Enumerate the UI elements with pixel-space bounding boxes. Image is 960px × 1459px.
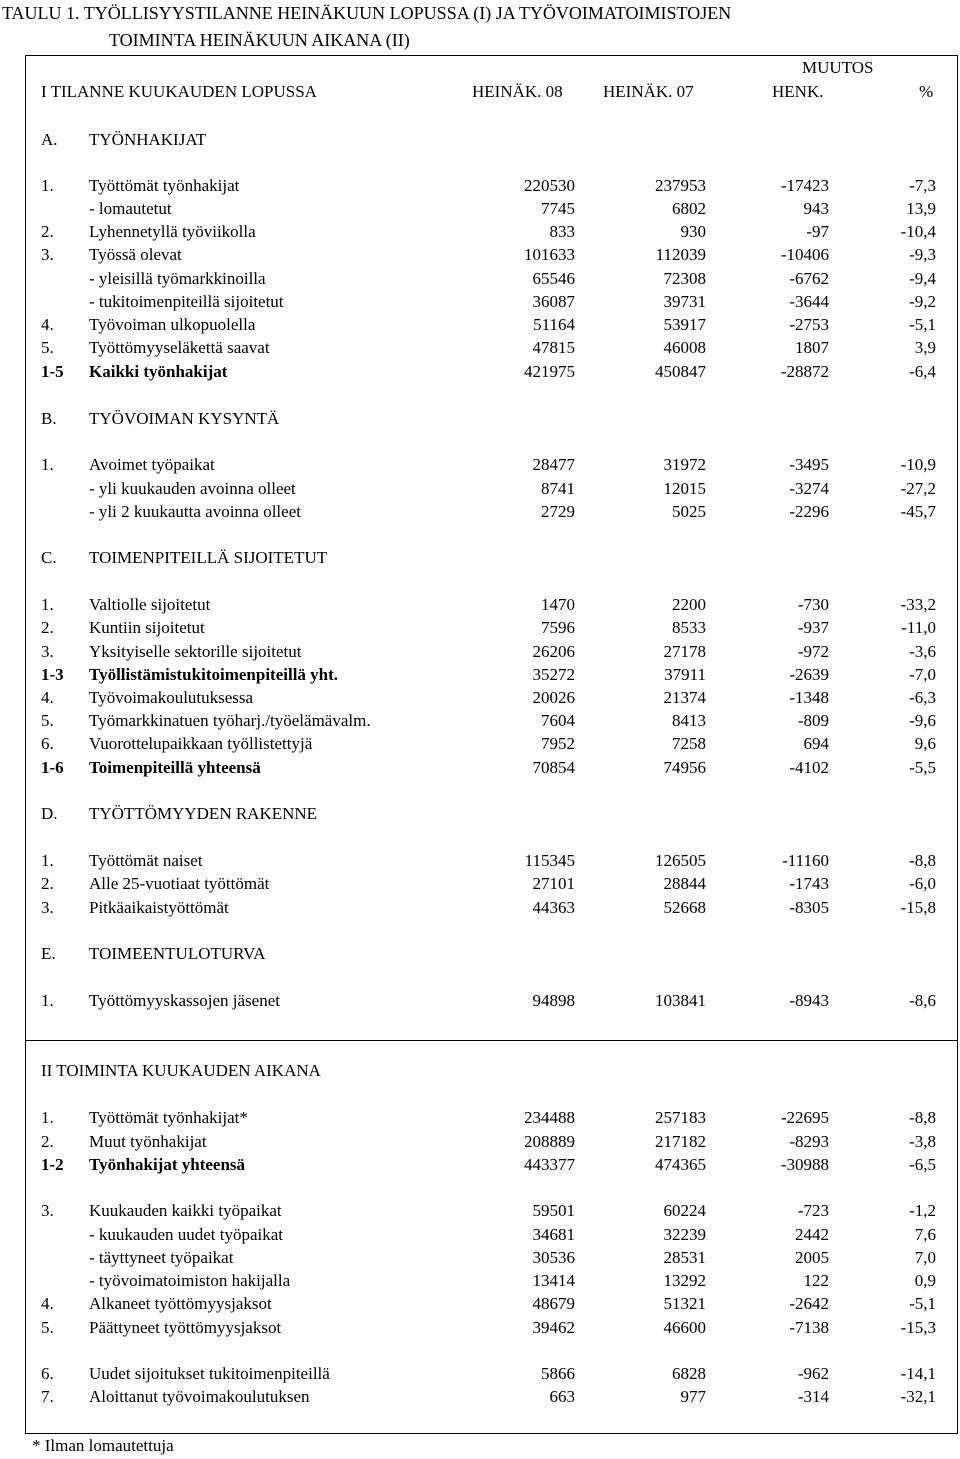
change-persons: -17423 xyxy=(780,176,829,195)
section-heading-part1: I TILANNE KUUKAUDEN LOPUSSA xyxy=(41,82,317,101)
value-previous: 21374 xyxy=(663,688,706,707)
change-percent: 0,9 xyxy=(914,1271,936,1290)
row-label: Valtiolle sijoitetut xyxy=(89,595,211,614)
value-previous: 74956 xyxy=(663,758,706,777)
change-persons: 2442 xyxy=(795,1225,829,1244)
row-code: 1. xyxy=(41,851,54,870)
section-heading xyxy=(0,408,960,430)
part-divider xyxy=(25,1040,958,1041)
value-previous: 237953 xyxy=(655,176,706,195)
value-current: 5866 xyxy=(541,1364,575,1383)
row-label: Työttömät työnhakijat* xyxy=(89,1108,248,1127)
row-label: Työvoiman ulkopuolella xyxy=(89,315,256,334)
row-label: TYÖVOIMAN KYSYNTÄ xyxy=(89,409,280,428)
value-current: 208889 xyxy=(524,1132,575,1151)
value-previous: 37911 xyxy=(664,665,706,684)
value-current: 27101 xyxy=(532,874,575,893)
value-current: 8741 xyxy=(541,479,575,498)
row-label: Avoimet työpaikat xyxy=(89,455,215,474)
row-label: Työttömät naiset xyxy=(89,851,203,870)
row-label: - kuukauden uudet työpaikat xyxy=(89,1225,284,1244)
value-current: 7596 xyxy=(541,618,575,637)
value-previous: 28844 xyxy=(663,874,706,893)
value-previous: 217182 xyxy=(655,1132,706,1151)
table-row xyxy=(0,175,960,197)
table-row xyxy=(0,1317,960,1339)
change-percent: -14,1 xyxy=(900,1364,936,1383)
change-persons: -314 xyxy=(797,1387,829,1406)
value-current: 36087 xyxy=(532,292,575,311)
change-percent: -5,1 xyxy=(909,1294,936,1313)
row-label: Uudet sijoitukset tukitoimenpiteillä xyxy=(89,1364,330,1383)
row-code: 4. xyxy=(41,315,54,334)
row-code: 2. xyxy=(41,1132,54,1151)
row-code: 3. xyxy=(41,1201,54,1220)
row-code: 1. xyxy=(41,991,54,1010)
change-percent: -10,4 xyxy=(900,222,936,241)
change-persons: -962 xyxy=(797,1364,829,1383)
value-current: 2729 xyxy=(541,502,575,521)
row-code: 3. xyxy=(41,642,54,661)
change-percent: -6,5 xyxy=(909,1155,936,1174)
row-code: 6. xyxy=(41,734,54,753)
value-previous: 53917 xyxy=(663,315,706,334)
row-label: - yli 2 kuukautta avoinna olleet xyxy=(89,502,301,521)
row-code: 6. xyxy=(41,1364,54,1383)
col-header-current: HEINÄK. 08 xyxy=(472,82,563,101)
change-percent: -5,1 xyxy=(909,315,936,334)
change-persons: -8293 xyxy=(789,1132,829,1151)
value-current: 7745 xyxy=(541,199,575,218)
change-persons: -2642 xyxy=(789,1294,829,1313)
change-percent: -6,3 xyxy=(909,688,936,707)
value-current: 20026 xyxy=(532,688,575,707)
value-previous: 31972 xyxy=(663,455,706,474)
change-persons: -22695 xyxy=(780,1108,829,1127)
value-previous: 112039 xyxy=(655,245,706,264)
change-persons: 694 xyxy=(803,734,829,753)
row-label: - työvoimatoimiston hakijalla xyxy=(89,1271,291,1290)
change-percent: -6,4 xyxy=(909,362,936,381)
change-persons: 1807 xyxy=(795,338,829,357)
row-code: 7. xyxy=(41,1387,54,1406)
change-percent: 13,9 xyxy=(906,199,936,218)
value-current: 13414 xyxy=(532,1271,575,1290)
table-row xyxy=(0,454,960,476)
change-persons: -3495 xyxy=(789,455,829,474)
change-percent: -9,2 xyxy=(909,292,936,311)
value-current: 7604 xyxy=(541,711,575,730)
table-row xyxy=(0,733,960,755)
table-row xyxy=(0,641,960,663)
change-persons: -730 xyxy=(797,595,829,614)
footnote: * Ilman lomautettuja xyxy=(32,1436,174,1455)
row-label: Työnhakijat yhteensä xyxy=(89,1155,246,1174)
row-label: Työssä olevat xyxy=(89,245,182,264)
row-code: 5. xyxy=(41,711,54,730)
row-label: - lomautetut xyxy=(89,199,172,218)
table-row xyxy=(0,1270,960,1292)
row-code: E. xyxy=(41,944,56,963)
row-code: 1-5 xyxy=(41,362,64,381)
row-code: 5. xyxy=(41,1318,54,1337)
change-percent: -8,8 xyxy=(909,851,936,870)
value-current: 39462 xyxy=(532,1318,575,1337)
change-percent: -9,6 xyxy=(909,711,936,730)
row-label: Pitkäaikaistyöttömät xyxy=(89,898,229,917)
change-persons: -97 xyxy=(806,222,829,241)
change-percent: -6,0 xyxy=(909,874,936,893)
change-percent: -8,8 xyxy=(909,1108,936,1127)
value-current: 51164 xyxy=(533,315,575,334)
value-current: 70854 xyxy=(532,758,575,777)
row-label: Yksityiselle sektorille sijoitetut xyxy=(89,642,302,661)
title-line-1: TAULU 1. TYÖLLISYYSTILANNE HEINÄKUUN LOPUSSA (I) JA TYÖVOIMATOIMISTOJEN xyxy=(2,3,732,23)
value-previous: 930 xyxy=(680,222,706,241)
row-label: Työttömyyseläkettä saavat xyxy=(89,338,270,357)
change-persons: -2296 xyxy=(789,502,829,521)
table-row xyxy=(0,1293,960,1315)
value-current: 443377 xyxy=(524,1155,575,1174)
col-header-henk: HENK. xyxy=(772,82,824,101)
value-previous: 7258 xyxy=(672,734,706,753)
change-percent: -32,1 xyxy=(900,1387,936,1406)
value-current: 101633 xyxy=(524,245,575,264)
value-previous: 257183 xyxy=(655,1108,706,1127)
value-current: 26206 xyxy=(532,642,575,661)
change-persons: -3274 xyxy=(789,479,829,498)
value-current: 44363 xyxy=(532,898,575,917)
change-persons: -723 xyxy=(797,1201,829,1220)
row-code: A. xyxy=(41,130,58,149)
table-row xyxy=(0,221,960,243)
value-current: 7952 xyxy=(541,734,575,753)
change-percent: -1,2 xyxy=(909,1201,936,1220)
row-label: Aloittanut työvoimakoulutuksen xyxy=(89,1387,310,1406)
change-percent: -7,3 xyxy=(909,176,936,195)
row-label: Työvoimakoulutuksessa xyxy=(89,688,254,707)
title-line-2: TOIMINTA HEINÄKUUN AIKANA (II) xyxy=(109,30,410,50)
change-persons: -3644 xyxy=(789,292,829,311)
change-persons: -6762 xyxy=(789,269,829,288)
table-row xyxy=(0,710,960,732)
change-percent: 3,9 xyxy=(914,338,936,357)
table-row xyxy=(0,337,960,359)
section-heading xyxy=(0,803,960,825)
row-label: - yli kuukauden avoinna olleet xyxy=(89,479,296,498)
change-percent: 7,0 xyxy=(914,1248,936,1267)
change-percent: -7,0 xyxy=(909,665,936,684)
table-row xyxy=(0,1107,960,1129)
value-previous: 450847 xyxy=(655,362,706,381)
value-previous: 103841 xyxy=(655,991,706,1010)
change-persons: -11160 xyxy=(782,851,829,870)
value-current: 28477 xyxy=(532,455,575,474)
section-heading-part2: II TOIMINTA KUUKAUDEN AIKANA xyxy=(41,1061,321,1080)
table-row xyxy=(0,268,960,290)
value-previous: 5025 xyxy=(672,502,706,521)
value-current: 234488 xyxy=(524,1108,575,1127)
value-previous: 60224 xyxy=(663,1201,706,1220)
change-percent: -9,3 xyxy=(909,245,936,264)
value-current: 220530 xyxy=(524,176,575,195)
value-previous: 6828 xyxy=(672,1364,706,1383)
table-row xyxy=(0,897,960,919)
row-code: 3. xyxy=(41,245,54,264)
table-row xyxy=(0,244,960,266)
change-percent: -10,9 xyxy=(900,455,936,474)
table-row xyxy=(0,873,960,895)
value-current: 421975 xyxy=(524,362,575,381)
value-current: 35272 xyxy=(532,665,575,684)
value-current: 663 xyxy=(549,1387,575,1406)
row-label: Kuntiin sijoitetut xyxy=(89,618,205,637)
change-percent: -45,7 xyxy=(900,502,936,521)
row-code: B. xyxy=(41,409,57,428)
row-label: - täyttyneet työpaikat xyxy=(89,1248,234,1267)
value-current: 47815 xyxy=(532,338,575,357)
row-code: 1. xyxy=(41,176,54,195)
row-label: TOIMEENTULOTURVA xyxy=(89,944,266,963)
value-current: 59501 xyxy=(532,1201,575,1220)
table-row xyxy=(0,1200,960,1222)
change-percent: 7,6 xyxy=(914,1225,936,1244)
change-percent: -15,3 xyxy=(900,1318,936,1337)
total-row xyxy=(0,1154,960,1176)
col-header-previous: HEINÄK. 07 xyxy=(603,82,694,101)
value-previous: 39731 xyxy=(663,292,706,311)
value-previous: 13292 xyxy=(663,1271,706,1290)
table-row xyxy=(0,1247,960,1269)
value-current: 48679 xyxy=(532,1294,575,1313)
change-persons: -10406 xyxy=(780,245,829,264)
change-percent: -3,8 xyxy=(909,1132,936,1151)
change-percent: -8,6 xyxy=(909,991,936,1010)
row-code: 4. xyxy=(41,1294,54,1313)
value-previous: 52668 xyxy=(663,898,706,917)
change-persons: -8305 xyxy=(789,898,829,917)
table-row xyxy=(0,687,960,709)
row-code: 2. xyxy=(41,618,54,637)
table-row xyxy=(0,198,960,220)
row-label: - tukitoimenpiteillä sijoitetut xyxy=(89,292,284,311)
row-code: D. xyxy=(41,804,58,823)
row-label: - yleisillä työmarkkinoilla xyxy=(89,269,266,288)
total-row xyxy=(0,757,960,779)
table-row xyxy=(0,594,960,616)
table-row xyxy=(0,1363,960,1385)
change-percent: -15,8 xyxy=(900,898,936,917)
change-percent: -27,2 xyxy=(900,479,936,498)
row-code: 3. xyxy=(41,898,54,917)
value-previous: 126505 xyxy=(655,851,706,870)
change-percent: -33,2 xyxy=(900,595,936,614)
row-label: Työllistämistukitoimenpiteillä yht. xyxy=(89,665,339,684)
table-row xyxy=(0,478,960,500)
section-heading xyxy=(0,547,960,569)
change-percent: -5,5 xyxy=(909,758,936,777)
row-label: Kaikki työnhakijat xyxy=(89,362,228,381)
value-current: 65546 xyxy=(532,269,575,288)
row-code: 1. xyxy=(41,455,54,474)
total-row xyxy=(0,361,960,383)
change-persons: -1743 xyxy=(789,874,829,893)
table-row xyxy=(0,1224,960,1246)
change-percent: -3,6 xyxy=(909,642,936,661)
change-persons: 2005 xyxy=(795,1248,829,1267)
row-label: Vuorottelupaikkaan työllistettyjä xyxy=(89,734,313,753)
change-persons: -1348 xyxy=(789,688,829,707)
change-persons: -8943 xyxy=(789,991,829,1010)
change-persons: -30988 xyxy=(780,1155,829,1174)
change-percent: -9,4 xyxy=(909,269,936,288)
value-previous: 72308 xyxy=(663,269,706,288)
value-current: 34681 xyxy=(532,1225,575,1244)
table-row xyxy=(0,291,960,313)
change-persons: -2639 xyxy=(789,665,829,684)
value-previous: 12015 xyxy=(663,479,706,498)
row-label: Päättyneet työttömyysjaksot xyxy=(89,1318,282,1337)
row-code: 4. xyxy=(41,688,54,707)
table-row xyxy=(0,850,960,872)
value-previous: 977 xyxy=(680,1387,706,1406)
change-percent: 9,6 xyxy=(914,734,936,753)
section-heading xyxy=(0,129,960,151)
value-current: 115345 xyxy=(524,851,575,870)
row-label: Kuukauden kaikki työpaikat xyxy=(89,1201,282,1220)
row-code: 1. xyxy=(41,595,54,614)
row-code: 2. xyxy=(41,222,54,241)
value-current: 30536 xyxy=(532,1248,575,1267)
change-persons: -28872 xyxy=(780,362,829,381)
table-row xyxy=(0,501,960,523)
value-previous: 27178 xyxy=(663,642,706,661)
row-label: TYÖTTÖMYYDEN RAKENNE xyxy=(89,804,318,823)
value-previous: 46008 xyxy=(663,338,706,357)
value-current: 94898 xyxy=(532,991,575,1010)
value-previous: 46600 xyxy=(663,1318,706,1337)
row-label: Alle 25-vuotiaat työttömät xyxy=(89,874,270,893)
col-header-percent: % xyxy=(919,82,934,101)
change-persons: -937 xyxy=(797,618,829,637)
row-label: TYÖNHAKIJAT xyxy=(89,130,207,149)
row-code: 1-6 xyxy=(41,758,64,777)
col-header-muutos: MUUTOS xyxy=(802,58,874,77)
row-label: Työmarkkinatuen työharj./työelämävalm. xyxy=(89,711,371,730)
value-previous: 474365 xyxy=(655,1155,706,1174)
row-label: Toimenpiteillä yhteensä xyxy=(89,758,261,777)
table-row xyxy=(0,1131,960,1153)
row-code: 5. xyxy=(41,338,54,357)
change-persons: -7138 xyxy=(789,1318,829,1337)
row-code: 1-3 xyxy=(41,665,64,684)
change-persons: 122 xyxy=(803,1271,829,1290)
value-current: 1470 xyxy=(541,595,575,614)
value-previous: 28531 xyxy=(663,1248,706,1267)
change-persons: -4102 xyxy=(789,758,829,777)
change-percent: -11,0 xyxy=(901,618,936,637)
value-previous: 8533 xyxy=(672,618,706,637)
row-label: Työttömät työnhakijat xyxy=(89,176,240,195)
value-previous: 51321 xyxy=(663,1294,706,1313)
row-label: Työttömyyskassojen jäsenet xyxy=(89,991,280,1010)
table-row xyxy=(0,1386,960,1408)
total-row xyxy=(0,664,960,686)
change-persons: -2753 xyxy=(789,315,829,334)
row-label: Lyhennetyllä työviikolla xyxy=(89,222,256,241)
change-persons: -809 xyxy=(797,711,829,730)
row-code: 1. xyxy=(41,1108,54,1127)
row-label: Muut työnhakijat xyxy=(89,1132,207,1151)
value-previous: 32239 xyxy=(663,1225,706,1244)
row-code: C. xyxy=(41,548,57,567)
value-previous: 2200 xyxy=(672,595,706,614)
row-code: 2. xyxy=(41,874,54,893)
section-heading xyxy=(0,943,960,965)
table-row xyxy=(0,617,960,639)
value-previous: 8413 xyxy=(672,711,706,730)
row-label: Alkaneet työttömyysjaksot xyxy=(89,1294,272,1313)
row-label: TOIMENPITEILLÄ SIJOITETUT xyxy=(89,548,328,567)
change-persons: -972 xyxy=(797,642,829,661)
value-current: 833 xyxy=(549,222,575,241)
value-previous: 6802 xyxy=(672,199,706,218)
table-row xyxy=(0,990,960,1012)
change-persons: 943 xyxy=(803,199,829,218)
row-code: 1-2 xyxy=(41,1155,64,1174)
table-row xyxy=(0,314,960,336)
